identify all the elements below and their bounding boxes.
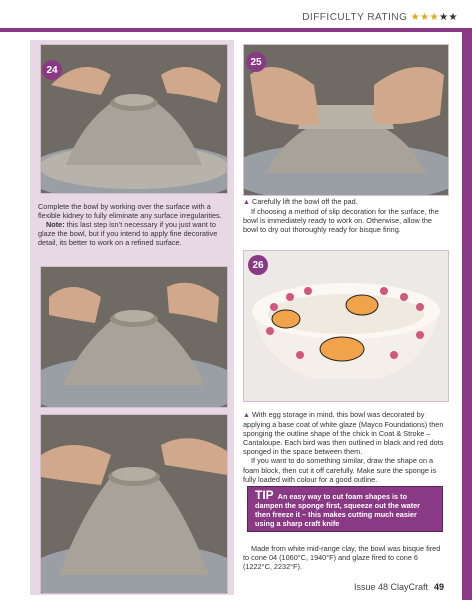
step-26-text [243, 410, 448, 484]
step-25-para2: If choosing a method of slip decoration for the surface, the bowl is immediately ready to work on. Otherwise, allow the bowl to dry out thoroughly ready for bisque firing. [243, 207, 439, 235]
difficulty-label: DIFFICULTY RATING [302, 12, 408, 23]
note-label: Note: [46, 220, 65, 230]
page-edge-bar [462, 28, 472, 600]
stars-filled: ★★★ [410, 12, 440, 23]
tip-box [247, 486, 443, 532]
step-badge-24: 24 [42, 60, 62, 80]
page-footer [354, 582, 444, 592]
step-badge-25: 25 [246, 52, 266, 72]
step-badge-26: 26 [248, 255, 268, 275]
step-25-para1-text: Carefully lift the bowl off the pad. [249, 197, 358, 206]
top-rule [0, 28, 472, 32]
step-26-para1 [243, 410, 448, 456]
note-text: this last step isn’t necessary if you just want to glaze the bowl, but if you intend to apply fine decorative detail, its better to work on a refined surface. [38, 220, 218, 248]
stars-empty: ★★ [439, 12, 458, 23]
photo-step-24-kidney [40, 266, 228, 408]
step-26-para2: If you want to do something similar, draw the shape on a foam block, then cut it off carefully. Make sure the sponge is fully loaded with colour for a good outline. [243, 456, 437, 484]
tip-text: An easy way to cut foam shapes is to dampen the sponge first, squeeze out the water then freeze it – this makes cutting much easier using a sharp craft knife [255, 492, 421, 528]
triangle-icon: ▲ [243, 412, 250, 419]
step-24-note [38, 220, 228, 247]
star-icon [411, 12, 458, 23]
issue-label: Issue 48 ClayCraft [353, 582, 428, 592]
photo-step-24-refine [40, 414, 228, 594]
step-25-text [243, 197, 448, 234]
step-25-para1 [243, 197, 448, 207]
step-26-para1-text: With egg storage in mind, this bowl was decorated by applying a base coat of white glaze (Mayco Foundations) then sponging the outline shape of the chick in Coat & Stroke – Cantaloupe. Each bird was then outlined in black and red dots sponged in the space between them. [243, 410, 444, 457]
tip-label: TIP [255, 488, 274, 502]
step-24-text [38, 202, 228, 247]
firing-text [243, 544, 448, 571]
photo-step-26 [243, 250, 449, 402]
triangle-icon: ▲ [243, 199, 250, 206]
step-24-para: Complete the bowl by working over the surface with a flexible kidney to fully eliminate any surface irregularities. [38, 202, 222, 221]
photo-step-25 [243, 44, 449, 196]
difficulty-rating [302, 12, 458, 23]
page-number: 49 [433, 582, 444, 592]
firing-para: Made from white mid-range clay, the bowl was bisque fired to cone 04 (1060°C, 1940°F) and glaze fired to cone 6 (1222°C, 2232°F). [243, 544, 441, 572]
photo-step-24 [40, 44, 228, 194]
